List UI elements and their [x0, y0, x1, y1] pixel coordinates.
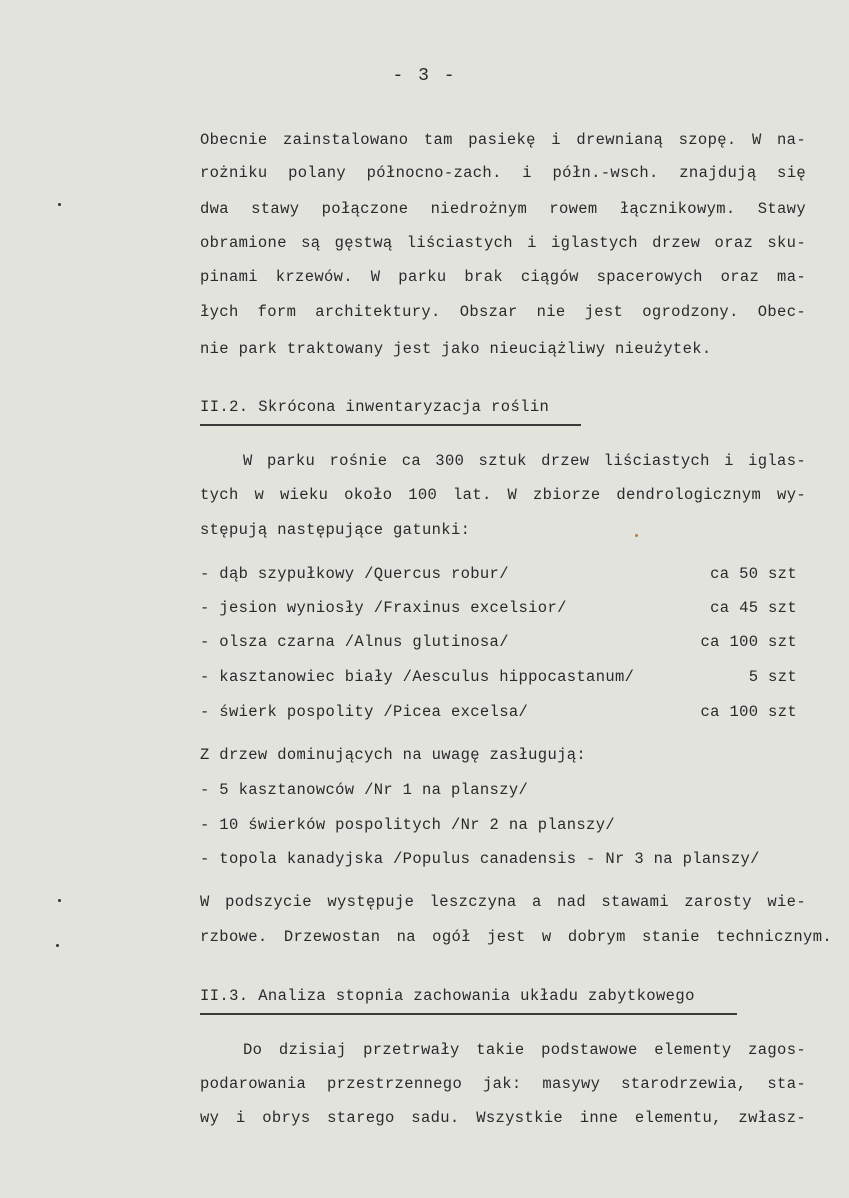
- section-3-heading: II.3. Analiza stopnia zachowania układu zabytkowego: [200, 987, 695, 1005]
- dominant-intro: Z drzew dominujących na uwagę zasługują:: [200, 746, 587, 764]
- dominant-item: - topola kanadyjska /Populus canadensis - Nr 3 na planszy/: [200, 850, 760, 868]
- section-2-intro-line-3: stępują następujące gatunki:: [200, 521, 471, 539]
- section-2-heading: II.2. Skrócona inwentaryzacja roślin: [200, 398, 550, 416]
- section-2-intro-line-2: tych w wieku około 100 lat. W zbiorze dendrologicznym wy-: [200, 486, 806, 504]
- para1-line-4: obramione są gęstwą liściastych i iglastych drzew oraz sku-: [200, 234, 806, 252]
- closing-line-2: rzbowe. Drzewostan na ogół jest w dobrym stanie technicznym.: [200, 928, 832, 946]
- closing-line-1: W podszycie występuje leszczyna a nad stawami zarosty wie-: [200, 893, 806, 911]
- section-3-line-3: wy i obrys starego sadu. Wszystkie inne elementu, zwłasz-: [200, 1109, 806, 1127]
- para1-line-2: rożniku polany północno-zach. i półn.-wsch. znajdują się: [200, 164, 806, 182]
- section-2-underline: [200, 424, 581, 426]
- scan-speck: [58, 203, 61, 206]
- para1-line-7: nie park traktowany jest jako nieuciążliwy nieużytek.: [200, 340, 712, 358]
- species-name: - świerk pospolity /Picea excelsa/: [200, 703, 529, 721]
- para1-line-1: Obecnie zainstalowano tam pasiekę i drewnianą szopę. W na-: [200, 131, 806, 149]
- species-name: - dąb szypułkowy /Quercus robur/: [200, 565, 509, 583]
- section-3-line-1: Do dzisiaj przetrwały takie podstawowe elementy zagos-: [243, 1041, 806, 1059]
- para1-line-6: łych form architektury. Obszar nie jest ogrodzony. Obec-: [200, 303, 806, 321]
- species-qty: 5 szt: [748, 668, 797, 686]
- page-number: - 3 -: [392, 66, 457, 86]
- section-2-intro-line-1: W parku rośnie ca 300 sztuk drzew liściastych i iglas-: [243, 452, 806, 470]
- dominant-item: - 10 świerków pospolitych /Nr 2 na planszy/: [200, 816, 616, 834]
- scan-speck: [56, 944, 59, 947]
- species-name: - kasztanowiec biały /Aesculus hippocastanum/: [200, 668, 635, 686]
- dominant-item: - 5 kasztanowców /Nr 1 na planszy/: [200, 781, 529, 799]
- para1-line-5: pinami krzewów. W parku brak ciągów spacerowych oraz ma-: [200, 268, 806, 286]
- species-qty: ca 100 szt: [700, 703, 797, 721]
- species-name: - olsza czarna /Alnus glutinosa/: [200, 633, 509, 651]
- species-name: - jesion wyniosły /Fraxinus excelsior/: [200, 599, 567, 617]
- section-3-line-2: podarowania przestrzennego jak: masywy starodrzewia, sta-: [200, 1075, 806, 1093]
- scan-speck: [635, 534, 638, 537]
- para1-line-3: dwa stawy połączone niedrożnym rowem łącznikowym. Stawy: [200, 200, 806, 218]
- species-qty: ca 100 szt: [700, 633, 797, 651]
- species-qty: ca 45 szt: [710, 599, 797, 617]
- scan-speck: [58, 899, 61, 902]
- species-qty: ca 50 szt: [710, 565, 797, 583]
- section-3-underline: [200, 1013, 737, 1015]
